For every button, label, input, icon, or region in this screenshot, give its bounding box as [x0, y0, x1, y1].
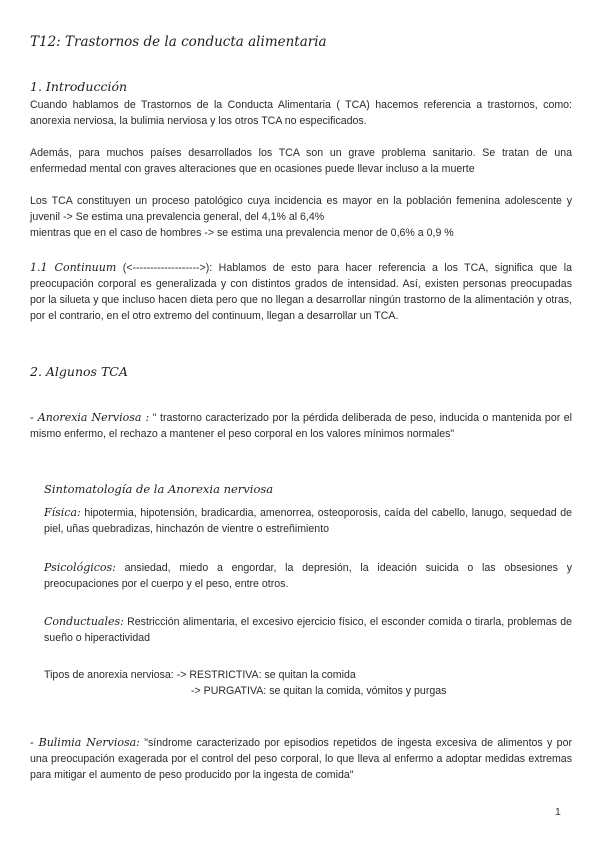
- psicologicos-label: Psicológicos:: [44, 561, 116, 574]
- conductuales-label: Conductuales:: [44, 615, 124, 628]
- psicologicos-text: ansiedad, miedo a engordar, la depresión, la ideación suicida o las obsesiones y preocupaciones por el cuerpo y el peso, entre otros.: [44, 562, 572, 590]
- intro-paragraph-3: [30, 193, 572, 241]
- sintomatologia-heading: Sintomatología de la Anorexia nerviosa: [44, 482, 274, 496]
- tipos-anorexia: [44, 667, 572, 699]
- page-number: 1: [555, 806, 561, 818]
- bulimia-label: - Bulimia Nerviosa:: [30, 736, 140, 749]
- intro-paragraph-2: Además, para muchos países desarrollados los TCA son un grave problema sanitario. Se tratan de una enfermedad mental con graves alteraciones que en ocasiones puede llevar incluso a la muerte: [30, 147, 572, 175]
- tipos-line-restrictiva: Tipos de anorexia nerviosa: -> RESTRICTIVA: se quitan la comida: [44, 669, 356, 681]
- fisica-label: Física:: [44, 506, 81, 519]
- anorexia-text: " trastorno caracterizado por la pérdida deliberada de peso, inducida o mantenida por el mismo enfermo, el rechazo a mantener el peso corporal en los valores mínimos normales": [30, 412, 573, 440]
- intro-paragraph-3a: Los TCA constituyen un proceso patológico cuya incidencia es mayor en la población femenina adolescente y juvenil -> Se estima una prevalencia general, del 4,1% al 6,4%: [30, 195, 572, 223]
- fisica-text: hipotermia, hipotensión, bradicardia, amenorrea, osteoporosis, caída del cabello, lanugo, sequedad de piel, uñas quebradizas, hinchazón de vientre o estreñimiento: [44, 507, 572, 535]
- bulimia-definition: [30, 735, 572, 783]
- intro-paragraph-1: Cuando hablamos de Trastornos de la Conducta Alimentaria ( TCA) hacemos referencia a trastornos, como: anorexia nerviosa, la bulimia nerviosa y los otros TCA no especificados.: [30, 99, 572, 127]
- bulimia-text: "síndrome caracterizado por episodios repetidos de ingesta excesiva de alimentos y por una preocupación exagerada por el control del peso corporal, lo que lleva al enfermo a adoptar medidas extremas para mitigar el aumento de peso producido por la ingesta de comida": [30, 737, 572, 781]
- intro-paragraph-3b: mientras que en el caso de hombres -> se estima una prevalencia menor de 0,6% a 0,9 %: [30, 227, 454, 239]
- anorexia-definition: [30, 410, 572, 442]
- tipos-line-purgativa: -> PURGATIVA: se quitan la comida, vómitos y purgas: [191, 685, 447, 697]
- psicologicos-paragraph: [44, 560, 572, 592]
- anorexia-label: - Anorexia Nerviosa :: [30, 411, 150, 424]
- conductuales-paragraph: [44, 614, 572, 646]
- continuum-text: (<------------------->): Hablamos de esto para hacer referencia a los TCA, significa que la preocupación corporal es generalizada y con distintos grados de intensidad. Así, existen personas preocupadas por la silueta y que incluso hacen dieta pero que no llegan a desarrollar ningún trastorno de la alimentación y otras, por el contrario, en el otro extremo del continuum, llegan a desarrollar un TCA.: [30, 262, 572, 322]
- continuum-label: 1.1 Continuum: [30, 261, 117, 274]
- continuum-paragraph: [30, 260, 572, 324]
- page-title: T12: Trastornos de la conducta alimentaria: [30, 34, 327, 50]
- fisica-paragraph: [44, 505, 572, 537]
- section-heading-algunos-tca: 2. Algunos TCA: [30, 364, 128, 379]
- section-heading-introduccion: 1. Introducción: [30, 79, 128, 94]
- conductuales-text: Restricción alimentaria, el excesivo ejercicio físico, el esconder comida o tirarla, problemas de sueño o hiperactividad: [44, 616, 572, 644]
